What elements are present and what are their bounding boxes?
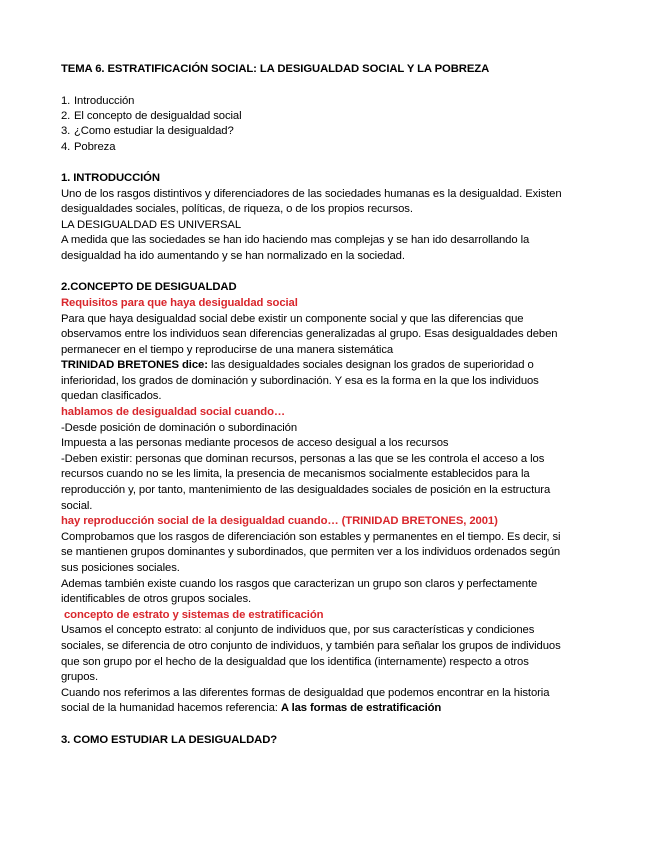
subsection-heading: Requisitos para que haya desigualdad social <box>61 297 298 309</box>
paragraph-line: se mantienen grupos dominantes y subordinados, que permiten ver a los individuos ordenados según <box>61 546 561 558</box>
subsection-heading: hablamos de desigualdad social cuando… <box>61 406 286 418</box>
toc-item <box>61 94 134 109</box>
toc-number: 2. <box>61 110 71 122</box>
paragraph-line: inferioridad, los grados de dominación y subordinación. Y esa es la forma en la que los individuos <box>61 375 539 387</box>
paragraph-line: identificables de otros grupos sociales. <box>61 593 252 605</box>
toc-text: Pobreza <box>74 141 116 153</box>
paragraph-line: desigualdades sociales, políticas, de riqueza, o de los propios recursos. <box>61 203 413 215</box>
paragraph-line <box>61 701 441 716</box>
toc-text: Introducción <box>74 95 135 107</box>
toc-text: El concepto de desigualdad social <box>74 110 242 122</box>
document-title: TEMA 6. ESTRATIFICACIÓN SOCIAL: LA DESIGUALDAD SOCIAL Y LA POBREZA <box>61 63 490 75</box>
paragraph-line: LA DESIGUALDAD ES UNIVERSAL <box>61 219 241 231</box>
section-heading: 2.CONCEPTO DE DESIGUALDAD <box>61 281 237 293</box>
paragraph-line: -Deben existir: personas que dominan recursos, personas a las que se les controla el acceso a los <box>61 453 545 465</box>
paragraph-line: Para que haya desigualdad social debe existir un componente social y que las diferencias que <box>61 313 524 325</box>
toc-item <box>61 109 242 124</box>
paragraph-line: Uno de los rasgos distintivos y diferenciadores de las sociedades humanas es la desigualdad. Existen <box>61 188 562 200</box>
paragraph-line: que son grupo por el hecho de la desigualdad que los identifica (internamente) respecto a otros <box>61 656 529 668</box>
subsection-heading: concepto de estrato y sistemas de estratificación <box>64 609 324 621</box>
paragraph-line: Comprobamos que los rasgos de diferenciación son estables y permanentes en el tiempo. Es decir, si <box>61 531 561 543</box>
paragraph-line: A medida que las sociedades se han ido haciendo mas complejas y se han ido desarrollando la <box>61 234 530 246</box>
paragraph-line <box>61 358 534 373</box>
paragraph-line: permanecer en el tiempo y reproducirse de una manera sistemática <box>61 344 394 356</box>
paragraph-line: sus posiciones sociales. <box>61 562 180 574</box>
section-heading: 3. COMO ESTUDIAR LA DESIGUALDAD? <box>61 734 278 746</box>
paragraph-line: recursos cuando no se les limita, la presencia de mecanismos socialmente establecidos para la <box>61 468 530 480</box>
toc-number: 3. <box>61 125 71 137</box>
toc-item <box>61 140 115 155</box>
toc-item <box>61 124 234 139</box>
subsection-heading: hay reproducción social de la desigualdad cuando… (TRINIDAD BRETONES, 2001) <box>61 515 498 527</box>
author-label: TRINIDAD BRETONES dice: <box>61 359 208 371</box>
paragraph-line: observamos entre los individuos sean diferencias generalizadas al grupo. Esas desigualdades deben <box>61 328 558 340</box>
paragraph-line: social. <box>61 500 93 512</box>
emphasis-text: A las formas de estratificación <box>280 702 442 714</box>
paragraph-line: -Desde posición de dominación o subordinación <box>61 422 298 434</box>
sentence-text: social de la humanidad hacemos referencia: <box>61 702 281 714</box>
paragraph-line: grupos. <box>61 671 98 683</box>
paragraph-line: quedan clasificados. <box>61 390 162 402</box>
section-heading: 1. INTRODUCCIÓN <box>61 172 160 184</box>
quote-text: las desigualdades sociales designan los grados de superioridad o <box>210 359 534 371</box>
paragraph-line: Usamos el concepto estrato: al conjunto de individuos que, por sus características y condiciones <box>61 624 535 636</box>
paragraph-line: desigualdad ha ido aumentando y se han normalizado en la sociedad. <box>61 250 405 262</box>
paragraph-line: sociales, se diferencia de otro conjunto de individuos, y también para señalar los grupos de individuos <box>61 640 561 652</box>
toc-number: 1. <box>61 95 71 107</box>
paragraph-line: Cuando nos referimos a las diferentes formas de desigualdad que podemos encontrar en la historia <box>61 687 550 699</box>
paragraph-line: Ademas también existe cuando los rasgos que caracterizan un grupo son claros y perfectamente <box>61 578 538 590</box>
paragraph-line: Impuesta a las personas mediante procesos de acceso desigual a los recursos <box>61 437 449 449</box>
toc-text: ¿Como estudiar la desigualdad? <box>74 125 234 137</box>
toc-number: 4. <box>61 141 71 153</box>
paragraph-line: reproducción y, por tanto, mantenimiento de las desigualdades sociales de posición en la estructura <box>61 484 551 496</box>
